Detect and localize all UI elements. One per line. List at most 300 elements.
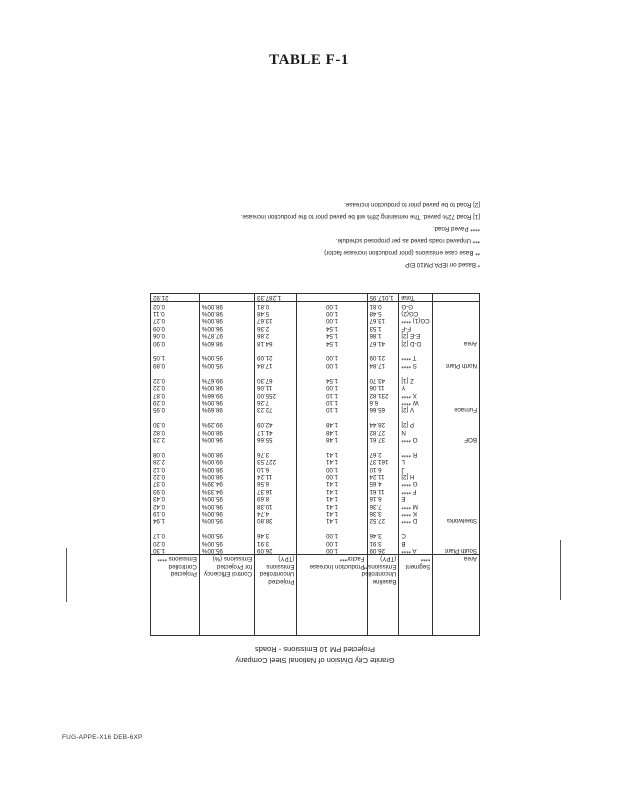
cell-factor: 1.00	[297, 539, 367, 546]
cell-factor	[297, 413, 367, 420]
cell-segment: T ****	[399, 354, 433, 361]
cell-controlled	[151, 369, 200, 376]
table-row	[151, 480, 480, 487]
cell-controlled: 0.42	[151, 502, 200, 509]
cell-efficiency: 98.69%	[199, 406, 254, 413]
table-row	[151, 517, 480, 524]
cell-factor: 1.41	[297, 495, 367, 502]
cell-area	[433, 532, 480, 539]
cell-segment: D-D [2]	[399, 339, 433, 346]
table-row	[151, 384, 480, 391]
cell-area	[433, 539, 480, 546]
cell-uncontrolled: 11.61	[367, 487, 399, 494]
cell-area: North Plant	[433, 362, 480, 369]
table-row	[151, 465, 480, 472]
cell-controlled: 0.37	[151, 480, 200, 487]
table-row	[151, 458, 480, 465]
table-row	[151, 473, 480, 480]
cell-efficiency: 95.00%	[199, 517, 254, 524]
cell-projected: 21.09	[255, 354, 297, 361]
cell-area	[433, 458, 480, 465]
header-area: Area	[433, 555, 480, 636]
cell-projected: 11.24	[255, 473, 297, 480]
cell-uncontrolled: 26.09	[367, 547, 399, 555]
cell-efficiency	[199, 347, 254, 354]
cell-projected	[255, 443, 297, 450]
cell-segment: R ****	[399, 450, 433, 457]
cell-projected: 17.84	[255, 362, 297, 369]
cell-area	[433, 443, 480, 450]
cell-efficiency: 95.00%	[199, 495, 254, 502]
cell-factor: 1.10	[297, 391, 367, 398]
cell-projected: 38.80	[255, 517, 297, 524]
cell-controlled	[151, 347, 200, 354]
table-row	[151, 339, 480, 346]
cell-projected: 3.76	[255, 450, 297, 457]
cell-uncontrolled: 27.82	[367, 428, 399, 435]
cell-controlled	[151, 413, 200, 420]
cell-controlled: 0.29	[151, 399, 200, 406]
cell-area	[433, 399, 480, 406]
cell-segment: J	[399, 465, 433, 472]
table-row	[151, 369, 480, 376]
cell-controlled: 0.06	[151, 332, 200, 339]
cell-area	[433, 510, 480, 517]
cell-segment: M ****	[399, 502, 433, 509]
cell-projected: 41.17	[255, 428, 297, 435]
cell-area	[433, 495, 480, 502]
footer-document-id: FUG-APPE-X16 DEB-6XP	[62, 734, 143, 741]
table-row	[151, 428, 480, 435]
table-row	[151, 502, 480, 509]
cell-uncontrolled: 3.46	[367, 532, 399, 539]
cell-area	[433, 450, 480, 457]
cell-controlled: 0.02	[151, 302, 200, 310]
table-row	[151, 362, 480, 369]
cell-efficiency: 95.00%	[199, 532, 254, 539]
cell-efficiency: 98.00%	[199, 473, 254, 480]
cell-segment: O ****	[399, 436, 433, 443]
cell-area	[433, 413, 480, 420]
cell-area	[433, 302, 480, 310]
cell-factor: 1.41	[297, 450, 367, 457]
cell-segment: G-G	[399, 302, 433, 310]
table-row	[151, 347, 480, 354]
cell-controlled: 0.12	[151, 465, 200, 472]
total-projected: 1,287.33	[255, 293, 297, 301]
cell-projected: 55.66	[255, 436, 297, 443]
cell-factor: 1.00	[297, 384, 367, 391]
cell-segment: B	[399, 539, 433, 546]
cell-efficiency: 98.00%	[199, 384, 254, 391]
table-row	[151, 324, 480, 331]
cell-uncontrolled: 65.66	[367, 406, 399, 413]
table-notes	[150, 198, 480, 270]
cell-efficiency: 98.00%	[199, 317, 254, 324]
cell-segment: F-F	[399, 324, 433, 331]
rotated-table-block	[150, 136, 480, 666]
cell-projected: 2.86	[255, 332, 297, 339]
cell-area	[433, 391, 480, 398]
table-row	[151, 547, 480, 555]
cell-projected	[255, 413, 297, 420]
cell-efficiency: 96.00%	[199, 399, 254, 406]
cell-efficiency: 95.00%	[199, 539, 254, 546]
cell-segment: E	[399, 495, 433, 502]
cell-uncontrolled: 0.81	[367, 302, 399, 310]
cell-uncontrolled	[367, 443, 399, 450]
cell-segment: W ****	[399, 399, 433, 406]
cell-efficiency: 95.00%	[199, 547, 254, 555]
cell-segment	[399, 347, 433, 354]
cell-factor	[297, 443, 367, 450]
cell-segment: G ****	[399, 480, 433, 487]
cell-segment: Y	[399, 384, 433, 391]
cell-projected: 42.09	[255, 421, 297, 428]
cell-projected: 4.74	[255, 510, 297, 517]
cell-segment	[399, 413, 433, 420]
cell-projected: 0.81	[255, 302, 297, 310]
cell-efficiency	[199, 524, 254, 531]
cell-controlled: 0.90	[151, 339, 200, 346]
cell-segment: L	[399, 458, 433, 465]
cell-uncontrolled: 2.67	[367, 450, 399, 457]
cell-factor: 1.41	[297, 517, 367, 524]
cell-factor: 1.54	[297, 324, 367, 331]
header-projected: Projected Uncontrolled Emissions (TPY)	[255, 555, 297, 636]
cell-uncontrolled: 13.67	[367, 317, 399, 324]
cell-uncontrolled: 1.86	[367, 332, 399, 339]
cell-controlled: 0.27	[151, 317, 200, 324]
cell-segment: V [2]	[399, 406, 433, 413]
cell-efficiency: 96.00%	[199, 324, 254, 331]
cell-controlled: 1.94	[151, 517, 200, 524]
cell-uncontrolled: 21.09	[367, 354, 399, 361]
cell-area	[433, 293, 480, 301]
cell-uncontrolled: 11.06	[367, 384, 399, 391]
cell-projected: 3.46	[255, 532, 297, 539]
cell-factor	[297, 524, 367, 531]
cell-segment: F ****	[399, 487, 433, 494]
cell-projected: 7.26	[255, 399, 297, 406]
table-row	[151, 399, 480, 406]
cell-controlled: 0.95	[151, 406, 200, 413]
table-row	[151, 421, 480, 428]
cell-factor: 1.00	[297, 362, 367, 369]
cell-efficiency: 99.29%	[199, 421, 254, 428]
cell-uncontrolled	[367, 347, 399, 354]
cell-area	[433, 502, 480, 509]
cell-efficiency: 95.00%	[199, 354, 254, 361]
cell-controlled: 0.11	[151, 310, 200, 317]
cell-area: South Plant	[433, 547, 480, 555]
page-title: TABLE F-1	[269, 52, 349, 68]
table-row	[151, 391, 480, 398]
cell-factor: 1.00	[297, 354, 367, 361]
table-row	[151, 443, 480, 450]
cell-uncontrolled: 1.53	[367, 324, 399, 331]
cell-area	[433, 324, 480, 331]
cell-efficiency: 98.00%	[199, 428, 254, 435]
cell-area	[433, 354, 480, 361]
cell-projected: 13.67	[255, 317, 297, 324]
total-uncontrolled: 1,017.95	[367, 293, 399, 301]
cell-segment: S ****	[399, 362, 433, 369]
cell-uncontrolled	[367, 413, 399, 420]
cell-controlled: 0.43	[151, 495, 200, 502]
cell-segment: P [2]	[399, 421, 433, 428]
cell-efficiency: 98.00%	[199, 465, 254, 472]
cell-area	[433, 487, 480, 494]
cell-area: BOF	[433, 436, 480, 443]
cell-uncontrolled: 27.52	[367, 517, 399, 524]
cell-efficiency	[199, 443, 254, 450]
cell-factor: 1.00	[297, 310, 367, 317]
cell-segment: N	[399, 428, 433, 435]
cell-projected: 64.18	[255, 339, 297, 346]
cell-efficiency: 99.00%	[199, 458, 254, 465]
cell-controlled: 0.87	[151, 391, 200, 398]
cell-controlled: 0.22	[151, 384, 200, 391]
cell-factor: 1.41	[297, 502, 367, 509]
note-line: [2] Road to be paved prior to production increase.	[344, 201, 480, 208]
cell-projected: 227.53	[255, 458, 297, 465]
cell-segment: A ****	[399, 547, 433, 555]
cell-factor: 1.00	[297, 547, 367, 555]
cell-area	[433, 524, 480, 531]
cell-efficiency	[199, 293, 254, 301]
cell-uncontrolled: 37.61	[367, 436, 399, 443]
table-row	[151, 436, 480, 443]
cell-projected: 3.91	[255, 539, 297, 546]
caption-line-subtitle: Projected PM 10 Emissions - Roads	[254, 645, 376, 654]
cell-efficiency: 99.66%	[199, 391, 254, 398]
header-factor: Production Increase Factor***	[297, 555, 367, 636]
cell-efficiency	[199, 413, 254, 420]
header-uncontrolled: Baseline Uncontrolled Emissions** (TPY)	[367, 555, 399, 636]
cell-controlled: 0.89	[151, 362, 200, 369]
note-line: ** Base case emissions (prior production increase factor)	[324, 249, 480, 256]
caption-line-company: Granite City Division of National Steel Company	[235, 656, 395, 665]
cell-area: Furnace	[433, 406, 480, 413]
cell-area	[433, 317, 480, 324]
table-row	[151, 317, 480, 324]
cell-uncontrolled: 28.44	[367, 421, 399, 428]
table-row	[151, 495, 480, 502]
cell-area	[433, 310, 480, 317]
cell-factor	[297, 347, 367, 354]
cell-segment: CG(1) ****	[399, 317, 433, 324]
cell-controlled	[151, 443, 200, 450]
cell-efficiency: 96.00%	[199, 502, 254, 509]
cell-efficiency: 98.00%	[199, 310, 254, 317]
cell-projected: 8.69	[255, 495, 297, 502]
cell-segment: D ****	[399, 517, 433, 524]
cell-factor: 1.00	[297, 473, 367, 480]
cell-factor: 1.00	[297, 532, 367, 539]
cell-segment: Z [1]	[399, 376, 433, 383]
cell-segment: K ****	[399, 510, 433, 517]
cell-projected: 16.37	[255, 487, 297, 494]
cell-uncontrolled: 161.37	[367, 458, 399, 465]
cell-factor: 1.41	[297, 480, 367, 487]
cell-efficiency: 95.00%	[199, 362, 254, 369]
table-row	[151, 510, 480, 517]
emissions-table	[150, 293, 480, 636]
cell-area: Steelworks	[433, 517, 480, 524]
cell-projected: 11.06	[255, 384, 297, 391]
cell-factor: 1.54	[297, 339, 367, 346]
cell-controlled: 0.17	[151, 532, 200, 539]
table-row	[151, 302, 480, 310]
total-row	[151, 293, 480, 301]
cell-controlled: 1.05	[151, 354, 200, 361]
cell-efficiency: 98.60%	[199, 339, 254, 346]
cell-controlled: 0.93	[151, 487, 200, 494]
cell-uncontrolled	[367, 524, 399, 531]
cell-controlled	[151, 524, 200, 531]
cell-factor: 1.41	[297, 487, 367, 494]
cell-projected: 6.56	[255, 480, 297, 487]
cell-uncontrolled: 231.82	[367, 391, 399, 398]
cell-area	[433, 480, 480, 487]
cell-controlled: 0.19	[151, 510, 200, 517]
cell-controlled: 0.08	[151, 450, 200, 457]
cell-uncontrolled: 7.36	[367, 502, 399, 509]
cell-segment	[399, 443, 433, 450]
table-row	[151, 524, 480, 531]
table-row	[151, 450, 480, 457]
cell-uncontrolled: 3.36	[367, 510, 399, 517]
table-row	[151, 354, 480, 361]
cell-efficiency: 94.39%	[199, 480, 254, 487]
cell-projected	[255, 369, 297, 376]
cell-projected: 5.48	[255, 310, 297, 317]
cell-segment	[399, 524, 433, 531]
cell-area	[433, 473, 480, 480]
cell-area	[433, 384, 480, 391]
note-line: **** Paved Road.	[432, 225, 480, 232]
header-source: Segment ****	[399, 555, 433, 636]
cell-controlled: 0.20	[151, 539, 200, 546]
cell-factor	[297, 369, 367, 376]
cell-area	[433, 428, 480, 435]
cell-uncontrolled: 43.70	[367, 376, 399, 383]
table-row	[151, 376, 480, 383]
scan-mark	[66, 548, 67, 602]
cell-projected: 10.38	[255, 502, 297, 509]
cell-uncontrolled: 17.84	[367, 362, 399, 369]
cell-uncontrolled	[367, 369, 399, 376]
scan-mark	[560, 540, 561, 600]
total-label: Total	[399, 293, 433, 301]
cell-area	[433, 369, 480, 376]
cell-factor	[297, 293, 367, 301]
cell-efficiency: 97.87%	[199, 332, 254, 339]
cell-factor: 1.54	[297, 376, 367, 383]
cell-projected	[255, 347, 297, 354]
cell-efficiency: 98.00%	[199, 450, 254, 457]
note-line: [1] Road 72% paved. The remaining 28% will be paved prior to the production increase.	[240, 213, 480, 220]
cell-area: Area	[433, 339, 480, 346]
cell-factor: 1.41	[297, 458, 367, 465]
cell-factor: 1.41	[297, 510, 367, 517]
cell-controlled: 0.22	[151, 473, 200, 480]
cell-uncontrolled: 6.10	[367, 465, 399, 472]
cell-uncontrolled: 4.65	[367, 480, 399, 487]
cell-area	[433, 465, 480, 472]
cell-factor: 1.48	[297, 421, 367, 428]
cell-efficiency: 94.33%	[199, 487, 254, 494]
table-row	[151, 406, 480, 413]
cell-factor: 1.00	[297, 465, 367, 472]
cell-controlled: 2.28	[151, 458, 200, 465]
table-row	[151, 539, 480, 546]
total-controlled: 21.92	[151, 293, 200, 301]
table-row	[151, 487, 480, 494]
cell-area	[433, 347, 480, 354]
cell-segment: H [2]	[399, 473, 433, 480]
cell-factor: 1.48	[297, 428, 367, 435]
cell-controlled: 0.30	[151, 421, 200, 428]
table-row	[151, 413, 480, 420]
header-efficiency: Control Efficiency for Projected Emissions (%)	[199, 555, 254, 636]
cell-projected: 255.00	[255, 391, 297, 398]
cell-projected: 2.36	[255, 324, 297, 331]
cell-controlled: 1.30	[151, 547, 200, 555]
note-line: *** Unpaved roads paved as per proposed schedule.	[335, 237, 480, 244]
cell-factor: 1.00	[297, 302, 367, 310]
header-controlled: Projected Controlled Emissions ****	[151, 555, 200, 636]
cell-uncontrolled: 6.16	[367, 495, 399, 502]
cell-uncontrolled: 11.24	[367, 473, 399, 480]
cell-area	[433, 376, 480, 383]
cell-controlled: 0.09	[151, 324, 200, 331]
cell-area	[433, 332, 480, 339]
cell-segment: X ****	[399, 391, 433, 398]
table-header-row	[151, 555, 480, 636]
note-line: * Based on IEPA PM10 EIP	[405, 261, 480, 268]
cell-factor: 1.10	[297, 399, 367, 406]
table-row	[151, 532, 480, 539]
cell-factor: 1.54	[297, 332, 367, 339]
cell-efficiency	[199, 369, 254, 376]
cell-efficiency: 96.00%	[199, 436, 254, 443]
cell-segment: E-E [2]	[399, 332, 433, 339]
table-caption	[150, 644, 480, 666]
cell-uncontrolled: 41.67	[367, 339, 399, 346]
cell-factor: 1.48	[297, 436, 367, 443]
table-row	[151, 310, 480, 317]
cell-uncontrolled: 6.6	[367, 399, 399, 406]
cell-segment	[399, 369, 433, 376]
cell-efficiency: 96.00%	[199, 510, 254, 517]
cell-projected	[255, 524, 297, 531]
table-row	[151, 332, 480, 339]
cell-projected: 26.09	[255, 547, 297, 555]
cell-uncontrolled: 3.91	[367, 539, 399, 546]
cell-efficiency: 98.00%	[199, 302, 254, 310]
cell-factor: 1.10	[297, 406, 367, 413]
cell-controlled: 0.82	[151, 428, 200, 435]
cell-uncontrolled: 5.48	[367, 310, 399, 317]
cell-area	[433, 421, 480, 428]
cell-segment: C	[399, 532, 433, 539]
cell-projected: 67.30	[255, 376, 297, 383]
cell-factor: 1.00	[297, 317, 367, 324]
cell-controlled: 0.22	[151, 376, 200, 383]
cell-projected: 72.23	[255, 406, 297, 413]
